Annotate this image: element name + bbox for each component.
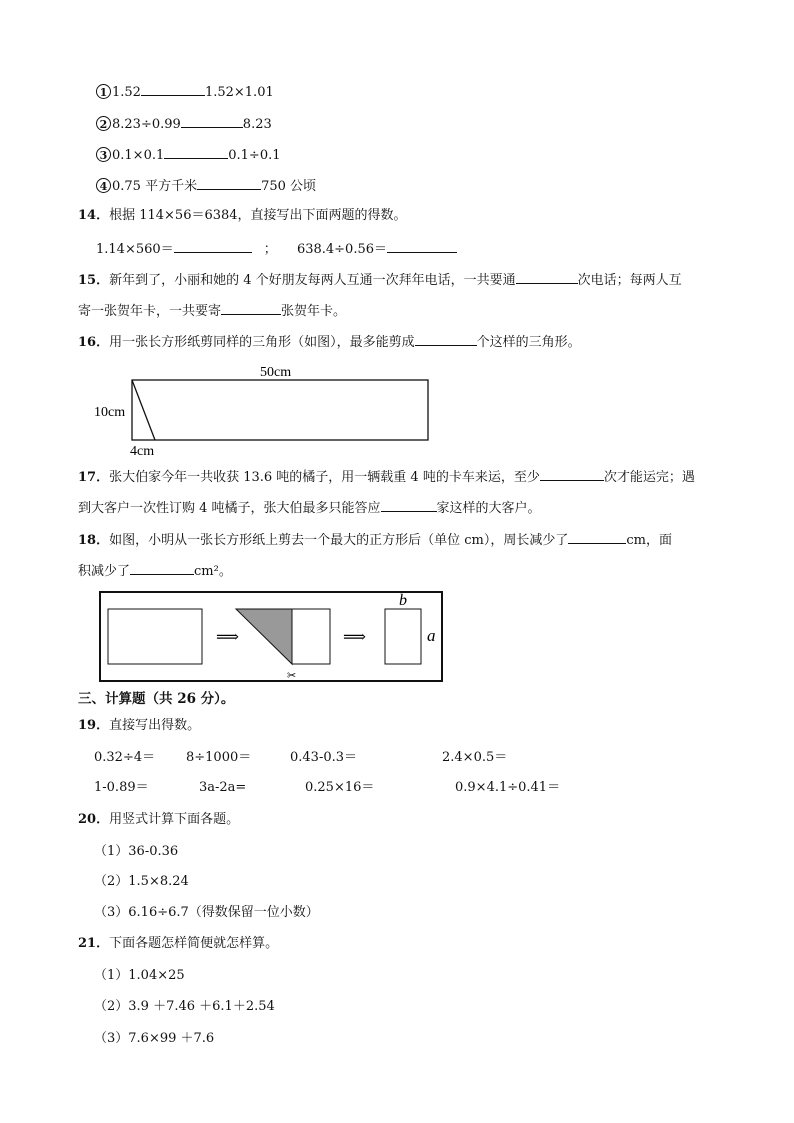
circled-number: 3 <box>96 147 111 162</box>
answer-blank[interactable] <box>174 240 252 253</box>
arrow-icon: ⟹ <box>343 629 366 646</box>
question-number: 19． <box>78 718 110 733</box>
question-number: 18． <box>78 533 110 548</box>
question-14-answers <box>96 240 457 258</box>
answer-blank[interactable] <box>516 271 578 284</box>
question-text: 用一张长方形纸剪同样的三角形（如图），最多能剪成 <box>109 335 415 350</box>
question-16 <box>78 333 581 351</box>
label-a: a <box>427 626 436 645</box>
compare-item-3 <box>96 146 281 164</box>
vertical-calc-item: （2）1.5×8.24 <box>94 874 189 889</box>
compare-right: 0.1÷0.1 <box>228 148 281 163</box>
question-text: cm，面 <box>626 533 672 548</box>
question-text: 用竖式计算下面各题。 <box>109 812 240 827</box>
question-number: 17． <box>78 470 110 485</box>
original-rectangle <box>108 609 202 664</box>
question-19 <box>78 718 200 734</box>
question-21 <box>78 936 278 952</box>
mental-math-item: 0.43-0.3＝ <box>290 750 358 765</box>
question-text: 直接写出得数。 <box>109 718 201 733</box>
compare-item-4 <box>96 177 316 195</box>
circled-number: 4 <box>96 178 111 193</box>
question-text: 家这样的大客户。 <box>436 501 541 516</box>
question-20 <box>78 812 239 828</box>
mental-math-item: 2.4×0.5＝ <box>442 750 508 765</box>
compare-item-2 <box>96 115 272 133</box>
section-heading: 三、计算题（共 26 分）。 <box>78 691 235 707</box>
question-text: 根据 114×56＝6384，直接写出下面两题的得数。 <box>109 208 407 223</box>
square-cut-figure <box>98 590 444 684</box>
question-15-line2 <box>78 302 346 320</box>
rectangle-outline <box>132 380 428 440</box>
question-number: 14． <box>78 208 110 223</box>
answer-blank[interactable] <box>130 562 194 575</box>
simplify-calc-item: （1）1.04×25 <box>94 968 185 983</box>
question-text: cm²。 <box>194 564 232 579</box>
answer-blank[interactable] <box>197 177 261 190</box>
simplify-calc-item: （2）3.9 ＋7.46 ＋6.1＋2.54 <box>94 999 275 1014</box>
answer-blank[interactable] <box>221 302 281 315</box>
answer-blank[interactable] <box>141 83 205 96</box>
label-4cm: 4cm <box>130 444 155 459</box>
question-18-line2 <box>78 562 232 580</box>
mental-math-item: 0.25×16＝ <box>305 780 375 795</box>
question-text: 个这样的三角形。 <box>476 335 581 350</box>
question-text: 次电话；每两人互 <box>577 273 682 288</box>
mental-math-item: 3a-2a= <box>199 780 247 795</box>
vertical-calc-item: （1）36-0.36 <box>94 844 179 859</box>
compare-left: 1.52 <box>112 85 141 100</box>
compare-right: 8.23 <box>242 117 272 132</box>
question-text: 新年到了，小丽和她的 4 个好朋友每两人互通一次拜年电话，一共要通 <box>109 273 516 288</box>
question-text: 下面各题怎样简便就怎样算。 <box>109 936 279 951</box>
simplify-calc-item: （3）7.6×99 ＋7.6 <box>94 1031 215 1046</box>
answer-blank[interactable] <box>381 499 437 512</box>
result-rectangle <box>385 609 421 664</box>
question-number: 15． <box>78 273 110 288</box>
question-17 <box>78 468 695 486</box>
question-text: 如图，小明从一张长方形纸上剪去一个最大的正方形后（单位 cm），周长减少了 <box>109 533 569 548</box>
question-18 <box>78 531 672 549</box>
answer-blank[interactable] <box>164 146 228 159</box>
question-text: 次才能运完；遇 <box>603 470 695 485</box>
question-17-line2 <box>78 499 541 517</box>
answer-blank[interactable] <box>540 468 604 481</box>
arrow-icon: ⟹ <box>216 629 239 646</box>
circled-number: 2 <box>96 116 111 131</box>
folded-square-triangle <box>236 609 292 664</box>
mental-math-item: 1-0.89＝ <box>94 780 149 795</box>
compare-item-1 <box>96 83 274 101</box>
question-text: 积减少了 <box>78 564 131 579</box>
answer-blank[interactable] <box>415 333 477 346</box>
compare-left: 8.23÷0.99 <box>112 117 181 132</box>
mental-math-item: 0.32÷4＝ <box>94 750 156 765</box>
answer-blank[interactable] <box>387 240 457 253</box>
question-number: 16． <box>78 335 110 350</box>
question-number: 21． <box>78 936 110 951</box>
rectangle-triangle-figure <box>90 360 440 460</box>
question-text: 到大客户一次性订购 4 吨橘子，张大伯最多只能答应 <box>78 501 381 516</box>
compare-left: 0.75 平方千米 <box>112 179 198 194</box>
mental-math-item: 0.9×4.1÷0.41＝ <box>455 780 561 795</box>
compare-right: 1.52×1.01 <box>204 85 274 100</box>
mental-math-item: 8÷1000＝ <box>186 750 252 765</box>
expression: 1.14×560＝ <box>96 242 174 257</box>
question-number: 20． <box>78 812 110 827</box>
separator: ； <box>263 242 277 257</box>
label-10cm: 10cm <box>94 405 126 420</box>
answer-blank[interactable] <box>181 115 243 128</box>
remaining-strip <box>292 609 330 664</box>
expression: 638.4÷0.56＝ <box>296 242 388 257</box>
label-b: b <box>399 592 407 609</box>
vertical-calc-item: （3）6.16÷6.7（得数保留一位小数） <box>94 905 319 920</box>
triangle-hypotenuse <box>132 380 155 440</box>
answer-blank[interactable] <box>568 531 626 544</box>
compare-left: 0.1×0.1 <box>112 148 165 163</box>
circled-number: 1 <box>96 84 111 99</box>
scissors-icon: ✂ <box>287 670 297 682</box>
question-14 <box>78 208 407 224</box>
question-15 <box>78 271 682 289</box>
question-text: 张贺年卡。 <box>281 304 347 319</box>
question-text: 张大伯家今年一共收获 13.6 吨的橘子，用一辆载重 4 吨的卡车来运，至少 <box>109 470 540 485</box>
label-50cm: 50cm <box>260 365 292 380</box>
compare-right: 750 公顷 <box>261 179 317 194</box>
question-text: 寄一张贺年卡，一共要寄 <box>78 304 222 319</box>
